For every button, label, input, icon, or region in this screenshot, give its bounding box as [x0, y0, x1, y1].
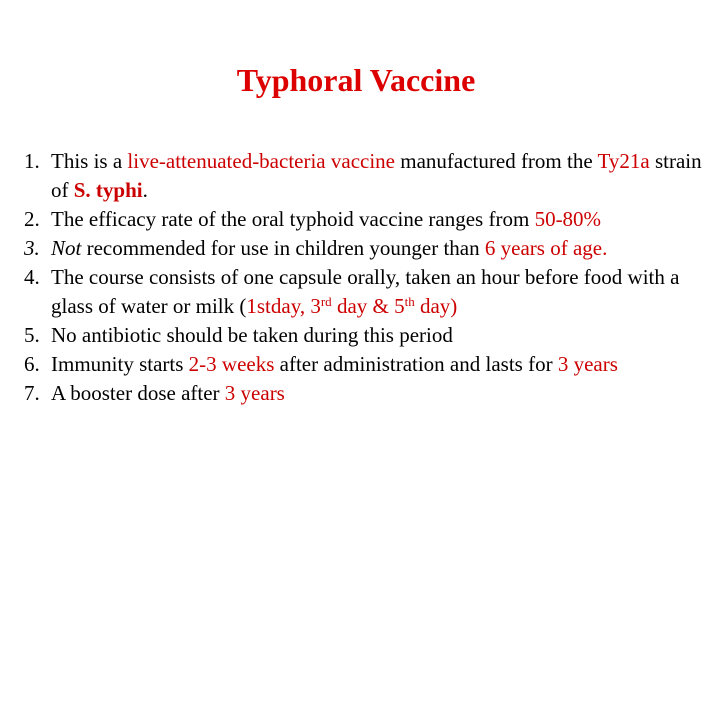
item-text: strain of — [51, 149, 702, 202]
item-text: A booster dose after — [51, 381, 225, 405]
ordinal-suffix: rd — [320, 294, 332, 309]
list-item-1 — [24, 147, 704, 205]
item-text: No antibiotic should be taken during this period — [51, 323, 453, 347]
ordinal-suffix: th — [404, 294, 415, 309]
onset-highlight: 2-3 weeks — [188, 352, 275, 376]
item-text: The course consists of one capsule orally, taken an hour before food with a glass of water or milk ( — [51, 265, 680, 318]
item-emphasis: Not — [51, 236, 82, 260]
item-text: recommended for use in children younger than — [81, 236, 485, 260]
item-text: Immunity starts — [51, 352, 189, 376]
fact-list — [24, 147, 704, 408]
schedule-highlight: day & 5 — [331, 294, 405, 318]
strain-highlight: Ty21a — [597, 149, 650, 173]
list-item-2 — [24, 205, 704, 234]
item-number: 7. — [24, 381, 40, 405]
list-item-6 — [24, 350, 704, 379]
list-item-5 — [24, 321, 704, 350]
item-number: 6. — [24, 352, 40, 376]
item-number: 5. — [24, 323, 40, 347]
duration-highlight: 3 years — [557, 352, 618, 376]
item-text: after administration and lasts for — [274, 352, 558, 376]
item-text: manufactured from the — [395, 149, 598, 173]
schedule-highlight: 1stday, 3 — [246, 294, 321, 318]
item-number: 1. — [24, 149, 40, 173]
list-item-4 — [24, 263, 704, 321]
schedule-highlight: day) — [414, 294, 458, 318]
item-number: 3. — [24, 236, 40, 260]
age-highlight: 6 years of age. — [484, 236, 608, 260]
list-item-3 — [24, 234, 704, 263]
efficacy-highlight: 50-80% — [534, 207, 602, 231]
organism-highlight: S. typhi — [73, 178, 143, 202]
item-text: The efficacy rate of the oral typhoid vaccine ranges from — [51, 207, 535, 231]
item-text: This is a — [51, 149, 128, 173]
item-number: 4. — [24, 265, 40, 289]
item-number: 2. — [24, 207, 40, 231]
list-item-7 — [24, 379, 704, 408]
item-text: . — [142, 178, 148, 202]
vaccine-type-highlight: live-attenuated-bacteria vaccine — [127, 149, 395, 173]
slide-title: Typhoral Vaccine — [236, 62, 476, 98]
booster-highlight: 3 years — [224, 381, 285, 405]
